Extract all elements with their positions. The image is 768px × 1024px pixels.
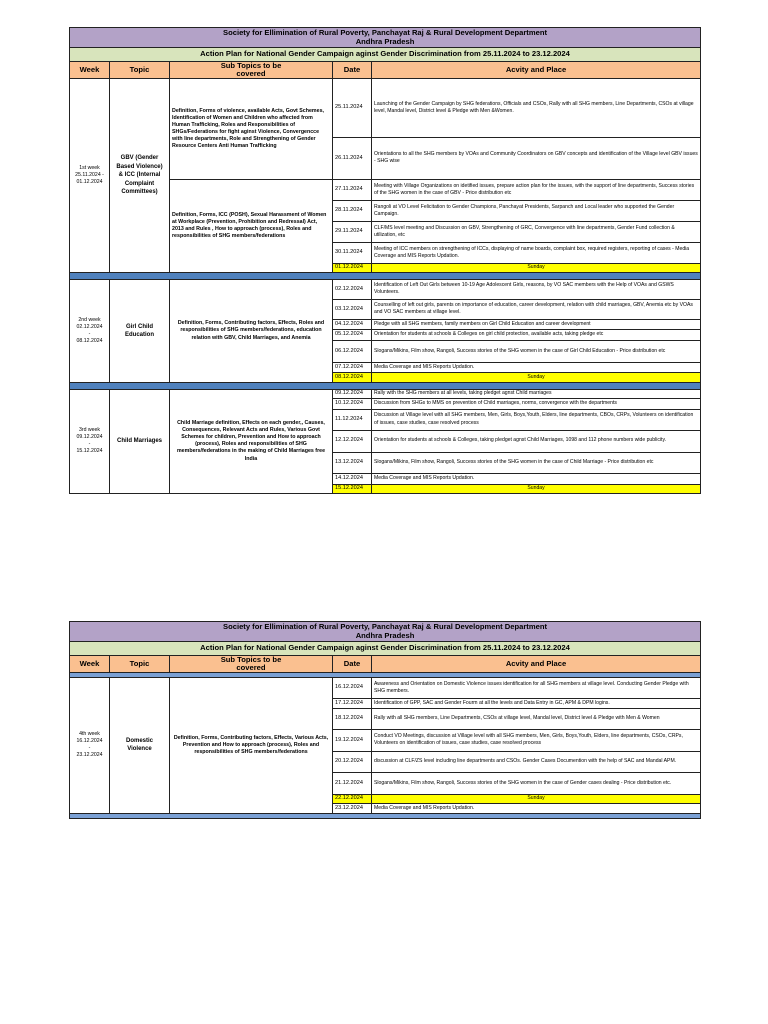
activity-cell: Slogans/Mikins, Film show, Rangoli, Success stories of the SHG women in the case of Child Marriage - Price distribution etc: [372, 452, 701, 473]
topic-line: Child Marriages: [116, 438, 162, 445]
week-label: 2nd week: [78, 316, 101, 323]
date-cell: 15.12.2024: [333, 484, 372, 493]
column-header-date: Date: [333, 61, 372, 78]
date-cell: 30.11.2024: [333, 242, 372, 263]
separator-row: [70, 272, 701, 279]
table-row: [70, 389, 701, 398]
document-subtitle: Action Plan for National Gender Campaign aginst Gender Discrimination from 25.11.2024 to 23.12.2024: [70, 641, 701, 655]
title-row: [70, 28, 701, 48]
week-dash: -: [88, 330, 91, 337]
title-line-2: Andhra Pradesh: [355, 37, 415, 47]
subtopic-cell: Definition, Forms, Contributing factors, Effects, Roles and responsibilities of SHG members/federations, education relation with GBV, Child Marriages, and Anemia: [170, 279, 333, 382]
subtopic-cell: Definition, Forms, Contributing factors, Effects, Various Acts, Prevention and How to approach (process), Roles and responsibilities of SHG members/federations: [170, 677, 333, 813]
date-cell: 11.12.2024: [333, 409, 372, 430]
subtopic-cell: Child Marriage definition, Effects on each gender,, Causes, Consequences, Relevant Acts and Rules, Various Govt Schemes for children, Prevention and How to approach (process), Roles and responsibilities of SHG members/federations in the making of Child Marriages free India: [170, 389, 333, 493]
title-line-1: Society for Ellimination of Rural Poverty, Panchayat Raj & Rural Development Department: [223, 28, 547, 37]
table-row: [70, 78, 701, 137]
document-subtitle: Action Plan for National Gender Campaign aginst Gender Discrimination from 25.11.2024 to 23.12.2024: [70, 47, 701, 61]
date-cell: 01.12.2024: [333, 263, 372, 272]
separator-row: [70, 813, 701, 818]
week-label: 4th week: [79, 731, 100, 738]
activity-cell: Identification of Left Out Girls between 10-19 Age Adolescent Girls, reasons, by VO SAC members with the Help of VOAs and GSWS Volunteers.: [372, 279, 701, 299]
column-header-week: Week: [70, 655, 110, 672]
activity-cell: Pledge with all SHG members, family members on Girl Child Education and career development: [372, 319, 701, 329]
activity-cell: Orientation for students at schools & Colleges on girl child protection, available acts, taking pledge etc: [372, 329, 701, 340]
table-row: [70, 279, 701, 299]
column-header-week: Week: [70, 61, 110, 78]
column-header-row: [70, 61, 701, 78]
subtopic-header-line-2: covered: [236, 68, 266, 78]
week-dash: -: [88, 745, 91, 752]
date-cell: 17.12.2024: [333, 698, 372, 708]
activity-cell: Sunday: [372, 794, 701, 803]
activity-cell: Launching of the Gender Campaign by SHG federations, Officials and CSOs, Rally with all SHG members, Line Departments, CSOs at village level, Mandal level, District level & Pledge with Men &Women.: [372, 78, 701, 137]
date-cell: 22.12.2024: [333, 794, 372, 803]
action-plan-table-page-2: [69, 621, 701, 819]
separator: [70, 813, 701, 818]
date-cell: 16.12.2024: [333, 677, 372, 698]
date-cell: 06.12.2024: [333, 340, 372, 362]
activity-cell: Slogans/Mikins, Film show, Rangoli, Success stories of the SHG women in the case of Girl Child Education - Price distribution etc: [372, 340, 701, 362]
date-cell: 25.11.2024: [333, 78, 372, 137]
separator: [70, 382, 701, 389]
topic-line: Violence: [127, 746, 152, 753]
week-label: 1st week: [79, 164, 100, 171]
activity-cell: Media Coverage and MIS Reports Updation.: [372, 362, 701, 372]
column-header-row: [70, 655, 701, 672]
topic-cell: [110, 78, 170, 272]
activity-cell: Awareness and Orientation on Domestic Violence issues identification for all SHG members at village level. Conducting Gender Pledge with SHG members.: [372, 677, 701, 698]
week-dash: -: [88, 441, 91, 448]
date-cell: 23.12.2024: [333, 803, 372, 813]
week-start: 09.12.2024: [76, 434, 103, 441]
column-header-date: Date: [333, 655, 372, 672]
date-cell: 27.11.2024: [333, 179, 372, 200]
week-end: 01.12.2024: [76, 178, 103, 185]
week-cell: [70, 389, 110, 493]
activity-cell: Sunday: [372, 372, 701, 382]
action-plan-table-page-1: [69, 27, 701, 494]
topic-line: Domestic: [125, 738, 153, 745]
date-cell: 20.12.2024: [333, 751, 372, 772]
subtopic-cell: Definition, Forms, ICC (POSH), Sexual Harassment of Women at Workplace (Prevention, Prohibition and Redressal) Act, 2013 and Rules , How to approach (process), Roles and responsibilities of SHG members/federations: [170, 179, 333, 272]
activity-cell: Counselling of left out girls, parents on importance of education, career development, relation with child marriages, GBV, Anemia etc by VOAs and VO SAC members at village level.: [372, 299, 701, 319]
topic-line: GBV (Gender: [120, 155, 159, 162]
topic-line: Complaint: [124, 180, 155, 187]
activity-cell: Slogans/Mikins, Film show, Rangoli, Success stories of the SHG women in the case of Gender cases dealing - Price distribution etc.: [372, 772, 701, 794]
activity-cell: Rally with the SHG members at all levels, taking pledget agnst Child marriages: [372, 389, 701, 398]
activity-cell: Rally with all SHG members, Line Departments, CSOs at village level, Mandal level, District level & Pledge with Men & Women: [372, 708, 701, 729]
activity-cell: CLF/MS level meeting and Discussion on GBV, Strengthening of GRC, Convergence with line departments, Gender Fund collection & utilization, etc: [372, 221, 701, 242]
week-start: 16.12.2024: [76, 738, 103, 745]
activity-cell: Meeting with Village Organizations on idetified issues, prepare action plan for the issues, with the support of line departments, Success stories of the SHG women in the case of GBV - Price distribution etc: [372, 179, 701, 200]
week-end: 23.12.2024: [76, 752, 103, 759]
activity-cell: Meeting of ICC members on strengthening of ICCs, displaying of name boards, complaint box, required registers, reporting of cases - Media Coverage and MIS Reports Updation.: [372, 242, 701, 263]
column-header-activity: Acvity and Place: [372, 61, 701, 78]
document-title: [70, 622, 701, 642]
activity-cell: Media Coverage and MIS Reports Updation.: [372, 473, 701, 484]
subtitle-row: [70, 641, 701, 655]
subtopic-cell: Definition, Forms of violence, available Acts, Govt Schemes, Identification of Women and Children who affected from Human Trafficking, Roles and Responsibilities of SHGs/Federations for fight aginst Violence, Convergencce with line departments, Role and Strengthening of Gender Resource Centers Anti Human Trafficking: [170, 78, 333, 179]
topic-line: Education: [124, 331, 154, 338]
date-cell: 05.12.2024: [333, 329, 372, 340]
week-end: 15.12.2024: [76, 448, 103, 455]
week-end: 08.12.2024: [76, 337, 103, 344]
activity-cell: Discussion from SHGs to MMS on prevention of Child marriages, norms, convergence with the departments: [372, 398, 701, 409]
date-cell: 10.12.2024: [333, 398, 372, 409]
week-cell: [70, 677, 110, 813]
activity-cell: Sunday: [372, 484, 701, 493]
date-cell: 19.12.2024: [333, 729, 372, 751]
topic-line: Based Violence): [116, 163, 163, 170]
column-header-topic: Topic: [110, 61, 170, 78]
date-cell: 03.12.2024: [333, 299, 372, 319]
column-header-subtopics: [170, 61, 333, 78]
activity-cell: Media Coverage and MIS Reports Updation.: [372, 803, 701, 813]
activity-cell: Identification of GPP, SAC and Gender Fourm at all the levels and Data Entry in GC, APM & DPM logins.: [372, 698, 701, 708]
week-label: 3rd week: [78, 427, 101, 434]
date-cell: 09.12.2024: [333, 389, 372, 398]
date-cell: 21.12.2024: [333, 772, 372, 794]
document-title: [70, 28, 701, 48]
date-cell: 13.12.2024: [333, 452, 372, 473]
activity-cell: Rangoli at VO Level Felicitation to Gender Champions, Panchayat Presidents, Sarpanch and Local leader who supported the Gender Campaign.: [372, 200, 701, 221]
activity-cell: discussion at CLF/ZS level including line departments and CSOs. Gender Cases Documention with the help of SAC and Mandal APM.: [372, 751, 701, 772]
date-cell: 26.11.2024: [333, 137, 372, 179]
topic-line: Girl Child: [126, 323, 153, 330]
week-start: 02.12.2024: [76, 323, 103, 330]
topic-line: & ICC (Internal: [118, 172, 161, 179]
date-cell: 18.12.2024: [333, 708, 372, 729]
activity-cell: Sunday: [372, 263, 701, 272]
topic-line: Committees): [121, 189, 158, 196]
activity-cell: Conduct VO Meetings, discussion at Village level with all SHG members, Men, Girls, Boys,Youth, Elders, line departments, CSOs, CRPs, Volunteers on identification of issues, case studies, case resolved process: [372, 729, 701, 751]
title-line-2: Andhra Pradesh: [355, 631, 415, 641]
date-cell: 29.11.2024: [333, 221, 372, 242]
activity-cell: Orientations to all the SHG members by VOAs and Community Coordinators on GBV concepts and identification of the Village level GBV issues - SHG wise: [372, 137, 701, 179]
date-cell: 14.12.2024: [333, 473, 372, 484]
column-header-subtopics: [170, 655, 333, 672]
date-cell: 28.11.2024: [333, 200, 372, 221]
topic-cell: [110, 677, 170, 813]
date-cell: 08.12.2024: [333, 372, 372, 382]
subtopic-header-line-1: Sub Topics to be: [220, 61, 282, 70]
date-cell: 07.12.2024: [333, 362, 372, 372]
subtopic-header-line-1: Sub Topics to be: [220, 655, 282, 664]
week-cell: [70, 279, 110, 382]
table-row: [70, 677, 701, 698]
topic-cell: [110, 389, 170, 493]
week-cell: [70, 78, 110, 272]
column-header-activity: Acvity and Place: [372, 655, 701, 672]
date-cell: 02.12.2024: [333, 279, 372, 299]
activity-cell: Orientation for students at schools & Colleges, taking pledget agnst Child Marriages, 1098 and 112 phone numbers wide publicity.: [372, 430, 701, 452]
separator-row: [70, 382, 701, 389]
title-row: [70, 622, 701, 642]
column-header-topic: Topic: [110, 655, 170, 672]
activity-cell: Discussion at Village level with all SHG members, Men, Girls, Boys,Youth, Elders, line departments, CBOs, CRPs, Volunteers on identification of issues, case studies, case resolved process: [372, 409, 701, 430]
subtopic-header-line-2: covered: [236, 662, 266, 672]
topic-cell: [110, 279, 170, 382]
date-cell: 12.12.2024: [333, 430, 372, 452]
separator: [70, 272, 701, 279]
date-cell: 04.12.2024: [333, 319, 372, 329]
title-line-1: Society for Ellimination of Rural Poverty, Panchayat Raj & Rural Development Department: [223, 622, 547, 631]
week-start: 25.11.2024 -: [75, 171, 104, 178]
subtitle-row: [70, 47, 701, 61]
